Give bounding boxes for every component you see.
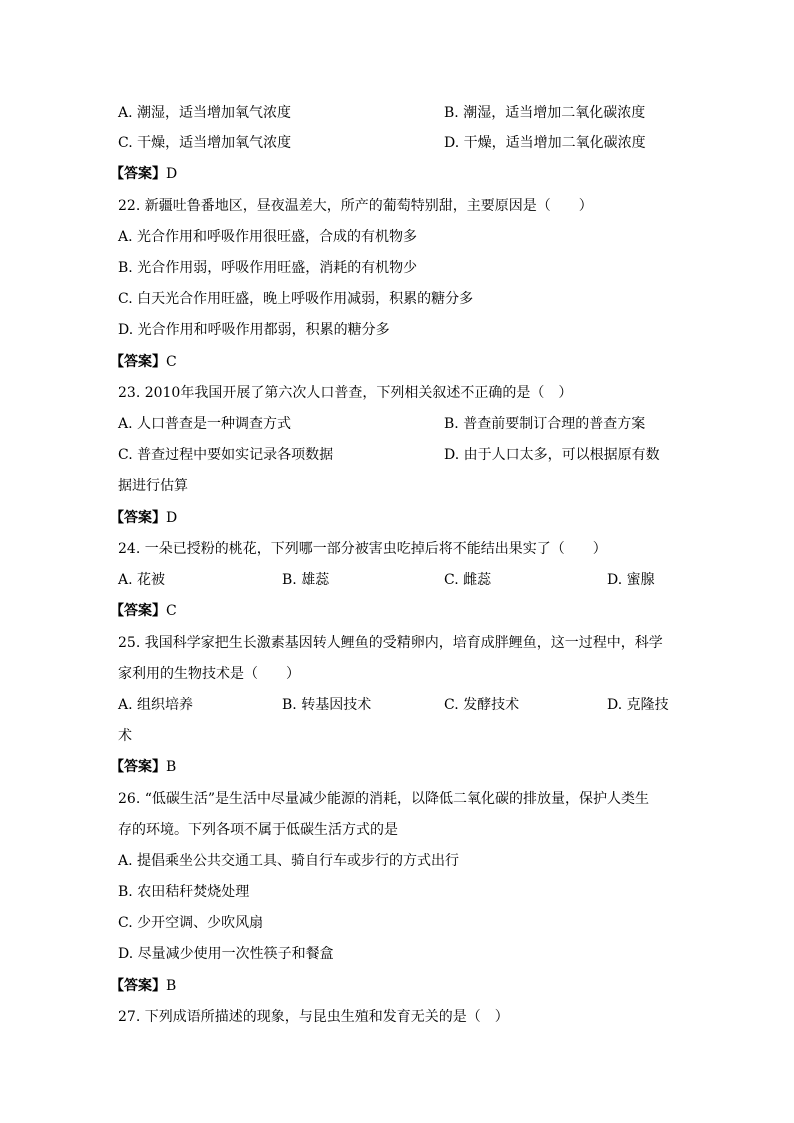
q23-option-c: C. 普查过程中要如实记录各项数据 (118, 447, 334, 463)
q23-option-d: D. 由于人口太多，可以根据原有数 (444, 447, 660, 463)
q24-answer (110, 602, 177, 620)
q26-option-a: A. 提倡乘坐公共交通工具、骑自行车或步行的方式出行 (118, 853, 460, 869)
q23-option-b: B. 普查前要制订合理的普查方案 (444, 416, 646, 432)
q25-option-c: C. 发酵技术 (444, 697, 520, 713)
q24-option-c: C. 雌蕊 (444, 572, 492, 588)
q21-option-c: C. 干燥，适当增加氧气浓度 (118, 135, 292, 151)
answer-label: 【答案】 (110, 759, 166, 775)
q23-answer (110, 509, 177, 527)
q25-stem-line2: 家利用的生物技术是（ ） (118, 666, 300, 682)
q26-answer (110, 977, 176, 995)
q21-option-b: B. 潮湿，适当增加二氧化碳浓度 (444, 105, 646, 121)
answer-label: 【答案】 (110, 978, 166, 994)
q26-stem-line2: 存的环境。下列各项不属于低碳生活方式的是 (118, 822, 398, 838)
q22-option-b: B. 光合作用弱，呼吸作用旺盛，消耗的有机物少 (118, 260, 418, 276)
q24-stem: 24. 一朵已授粉的桃花，下列哪一部分被害虫吃掉后将不能结出果实了（ ） (118, 541, 607, 557)
answer-value: D (166, 510, 178, 526)
q26-option-c: C. 少开空调、少吹风扇 (118, 915, 264, 931)
q25-option-a: A. 组织培养 (118, 697, 194, 713)
q25-option-d: D. 克隆技 (607, 697, 669, 713)
q21-answer (110, 165, 177, 183)
q23-option-d-cont: 据进行估算 (118, 478, 188, 494)
answer-value: C (166, 354, 177, 370)
q26-stem-line1: 26. “低碳生活”是生活中尽量减少能源的消耗，以降低二氧化碳的排放量，保护人类生 (118, 791, 650, 807)
answer-value: B (166, 978, 177, 994)
q24-option-b: B. 雄蕊 (282, 572, 330, 588)
q24-option-a: A. 花被 (118, 572, 166, 588)
q23-stem: 23. 2010年我国开展了第六次人口普查，下列相关叙述不正确的是（ ） (118, 385, 573, 401)
answer-label: 【答案】 (110, 166, 166, 182)
q26-option-d: D. 尽量减少使用一次性筷子和餐盒 (118, 946, 334, 962)
q23-option-a: A. 人口普查是一种调查方式 (118, 416, 292, 432)
q22-option-d: D. 光合作用和呼吸作用都弱，积累的糖分多 (118, 322, 390, 338)
q25-stem-line1: 25. 我国科学家把生长激素基因转人鲤鱼的受精卵内，培育成胖鲤鱼，这一过程中，科学 (118, 635, 663, 651)
q21-option-d: D. 干燥，适当增加二氧化碳浓度 (444, 135, 646, 151)
q27-stem: 27. 下列成语所描述的现象，与昆虫生殖和发育无关的是（ ） (118, 1009, 509, 1025)
answer-value: B (166, 759, 177, 775)
q25-option-d-cont: 术 (118, 728, 132, 744)
q25-answer (110, 758, 176, 776)
answer-label: 【答案】 (110, 510, 166, 526)
answer-label: 【答案】 (110, 354, 166, 370)
q22-stem: 22. 新疆吐鲁番地区，昼夜温差大，所产的葡萄特别甜，主要原因是（ ） (118, 198, 593, 214)
q21-option-a: A. 潮湿，适当增加氧气浓度 (118, 105, 292, 121)
q26-option-b: B. 农田秸秆焚烧处理 (118, 884, 250, 900)
q22-option-c: C. 白天光合作用旺盛，晚上呼吸作用减弱，积累的糖分多 (118, 291, 474, 307)
q24-option-d: D. 蜜腺 (607, 572, 655, 588)
answer-value: C (166, 603, 177, 619)
answer-value: D (166, 166, 178, 182)
q22-option-a: A. 光合作用和呼吸作用很旺盛，合成的有机物多 (118, 229, 418, 245)
q22-answer (110, 353, 177, 371)
q25-option-b: B. 转基因技术 (282, 697, 372, 713)
answer-label: 【答案】 (110, 603, 166, 619)
